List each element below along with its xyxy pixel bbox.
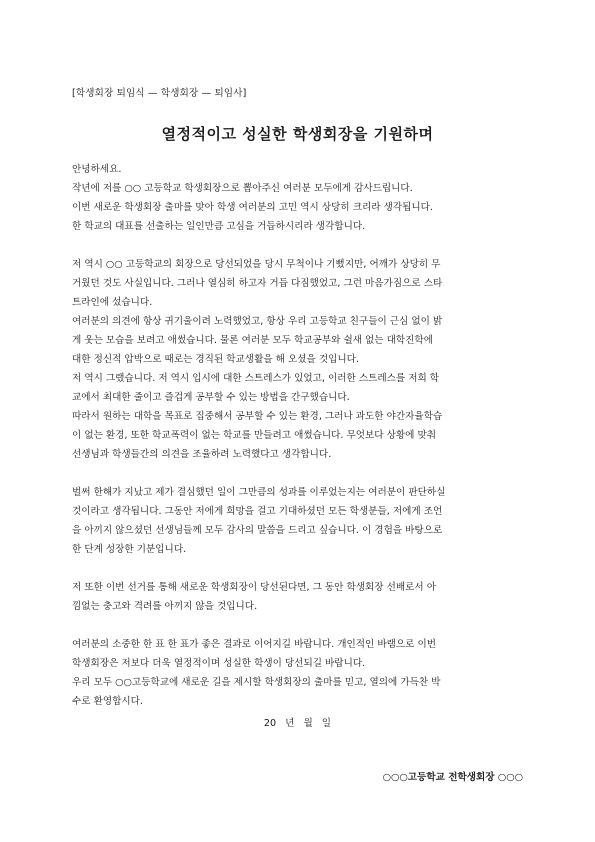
body-line: 대한 정신적 압박으로 때로는 경직된 학교생활을 해 오셨을 것입니다. [72, 354, 359, 365]
body-line: 낌없는 충고와 격려를 아끼지 않을 것입니다. [72, 601, 258, 612]
body-line: 것이라고 생각됩니다. 그동안 저에게 희망을 걸고 기대하셨던 모든 학생분들, 저에게 조언 [72, 506, 443, 517]
body-line: 이번 새로운 학생회장 출마를 맞아 학생 여러분의 고민 역시 상당히 크리라 생각됩니다. [72, 202, 433, 213]
body-line: 저 역시 ○○ 고등학교의 회장으로 당선되었을 당시 무척이나 기뻤지만, 어깨가 상당히 무 [72, 259, 441, 270]
body-line: 저 또한 이번 선거를 통해 새로운 학생회장이 당선된다면, 그 동안 학생회장 선배로서 아 [72, 582, 437, 593]
body-line: 트라인에 섰습니다. [72, 297, 153, 308]
paragraph-gap [72, 616, 530, 635]
body-line: 여러분의 소중한 한 표 한 표가 좋은 결과로 이어지길 바랍니다. 개인적인 바램으로 이번 [72, 639, 437, 650]
body-line: 안녕하세요. [72, 164, 122, 175]
body-line: 거웠던 것도 사실입니다. 그러나 열심히 하고자 거듭 다짐했었고, 그런 마음가짐으로 스타 [72, 278, 443, 289]
body-line: 저 역시 그랬습니다. 저 역시 입시에 대한 스트레스가 있었고, 이러한 스트레스를 저희 학 [72, 373, 440, 384]
signature: ○○○고등학교 전학생회장 ○○○ [382, 772, 523, 783]
body-line: 벌써 한해가 지났고 제가 결심했던 일이 그만큼의 성과를 이루었는지는 여러분이 판단하실 [72, 487, 446, 498]
body-line: 여러분의 의견에 항상 귀기울이려 노력했었고, 항상 우리 고등학교 친구들이 근심 없이 밝 [72, 316, 443, 327]
document-body [72, 160, 530, 711]
body-line: 한 학교의 대표를 선출하는 일인만큼 고심을 거듭하시리라 생각합니다. [72, 221, 366, 232]
paragraph-gap [72, 559, 530, 578]
body-line: 학생회장은 저보다 더욱 열정적이며 성실한 학생이 당선되길 바랍니다. [72, 658, 366, 669]
body-line: 게 웃는 모습을 보려고 애썼습니다. 물론 여러분 모두 학교공부와 쉴새 없는 대학진학에 [72, 335, 433, 346]
document-title: 열정적이고 성실한 학생회장을 기원하며 [161, 125, 434, 143]
body-line: 선생님과 학생들간의 의견을 조율하려 노력했다고 생각합니다. [72, 449, 332, 460]
body-line: 교에서 최대한 줄이고 즐겁게 공부할 수 있는 방법을 간구했습니다. [72, 392, 350, 403]
body-line: 한 단계 성장한 기분입니다. [72, 544, 187, 555]
body-line: 우리 모두 ○○고등학교에 새로운 길을 제시할 학생회장의 출마를 믿고, 열의에 가득찬 박 [72, 677, 441, 688]
document-date: 20 년 월 일 [263, 718, 332, 729]
paragraph-gap [72, 236, 530, 255]
document-category: [학생회장 퇴임식 — 학생회장 — 퇴임사] [72, 88, 247, 99]
body-line: 따라서 원하는 대학을 목표로 집중해서 공부할 수 있는 환경, 그러나 과도한 야간자율학습 [72, 411, 443, 422]
body-line: 이 없는 환경, 또한 학교폭력이 없는 학교를 만들려고 애썼습니다. 무엇보다 상황에 맞춰 [72, 430, 437, 441]
body-line: 수로 환영합시다. [72, 696, 143, 707]
body-line: 을 아끼지 않으셨던 선생님들께 모두 감사의 말씀을 드리고 싶습니다. 이 경험을 바탕으로 [72, 525, 443, 536]
paragraph-gap [72, 464, 530, 483]
body-line: 작년에 저를 ○○ 고등학교 학생회장으로 뽑아주신 여러분 모두에게 감사드립니다. [72, 183, 413, 194]
